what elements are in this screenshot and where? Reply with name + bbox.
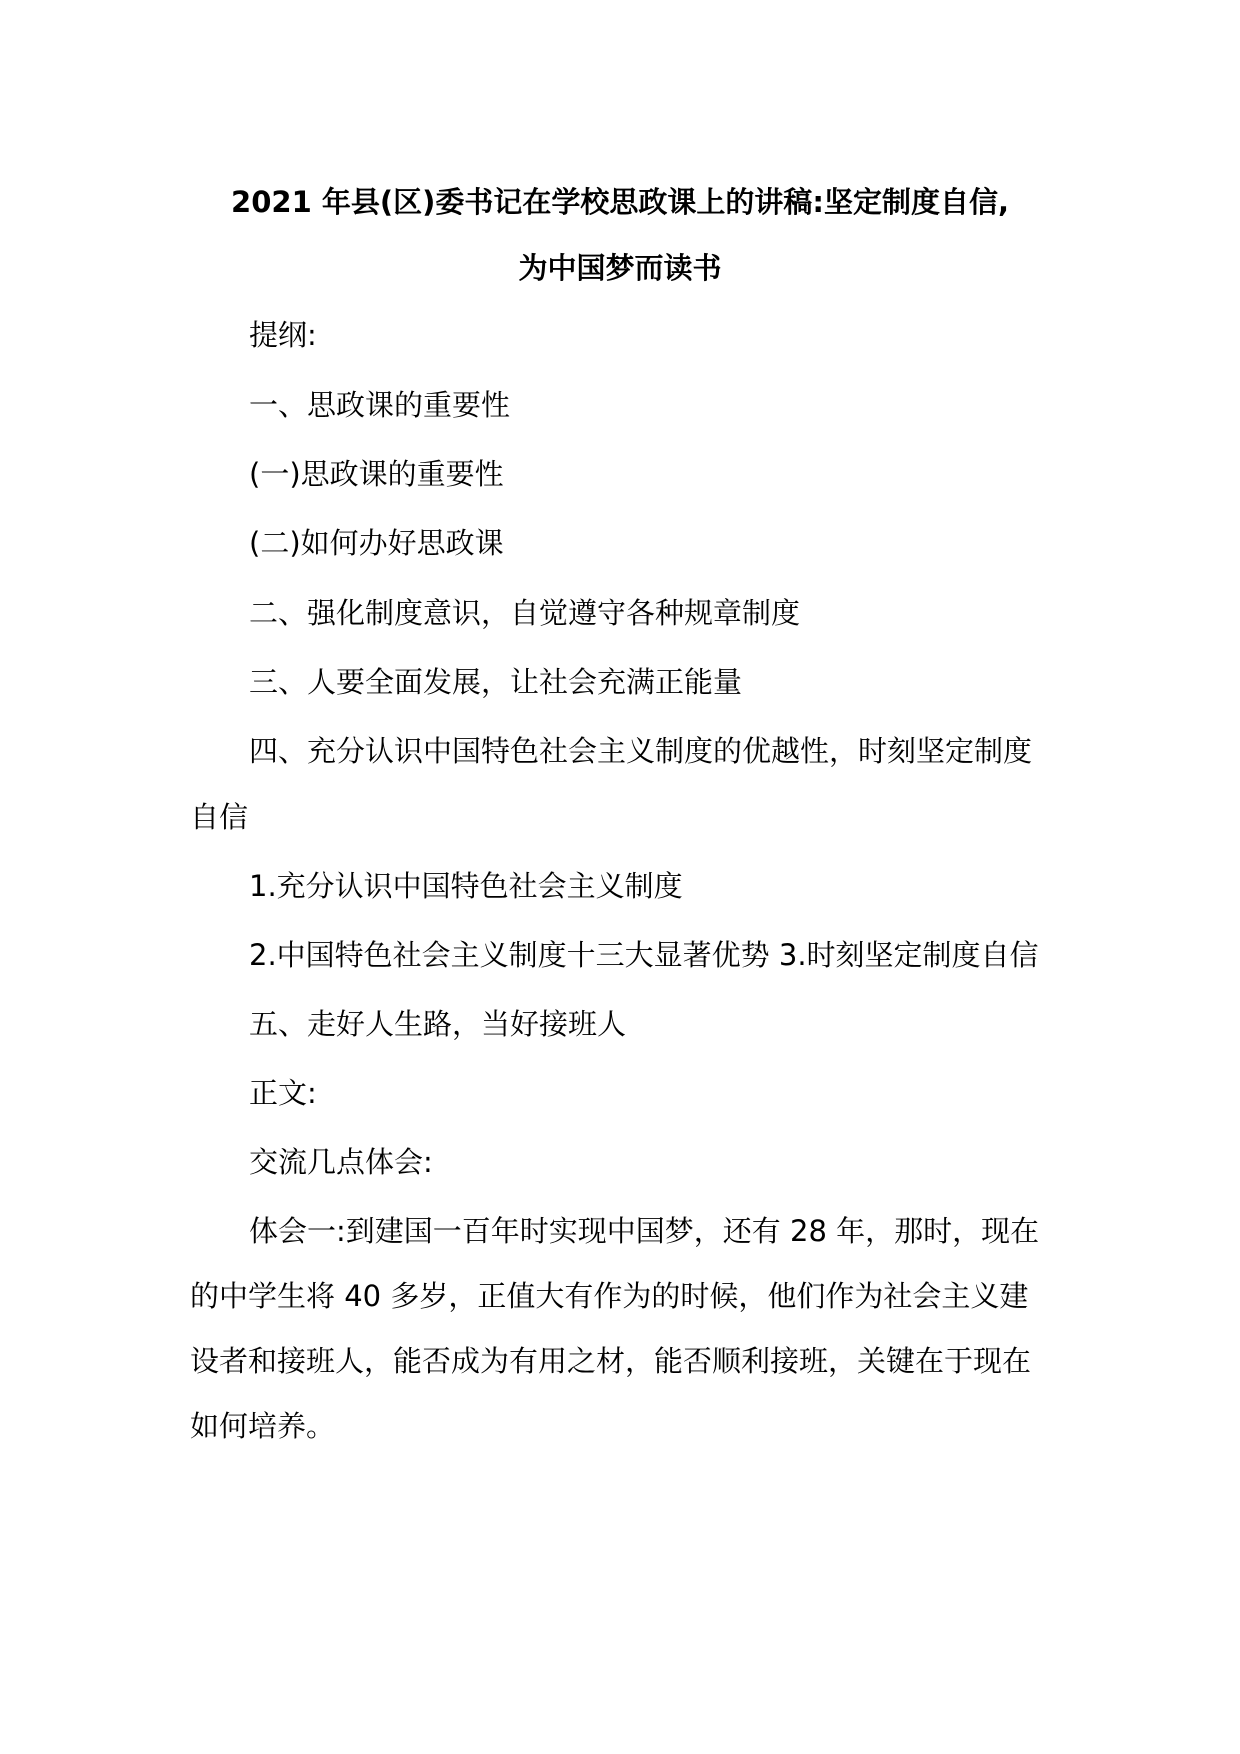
paragraph-line: 设者和接班人，能否成为有用之材，能否顺利接班，关键在于现在 (190, 1344, 1032, 1378)
document-title-line-2: 为中国梦而读书 (518, 251, 722, 285)
outline-item: 2.中国特色社会主义制度十三大显著优势 3.时刻坚定制度自信 (249, 938, 1039, 972)
outline-item: 二、强化制度意识，自觉遵守各种规章制度 (249, 596, 801, 630)
intro-line: 交流几点体会: (249, 1145, 433, 1179)
outline-label: 提纲: (249, 318, 317, 352)
body-label: 正文: (249, 1076, 317, 1110)
outline-item: 一、思政课的重要性 (249, 388, 511, 422)
outline-item: 1.充分认识中国特色社会主义制度 (249, 869, 683, 903)
outline-item: (二)如何办好思政课 (249, 526, 504, 560)
outline-item: 三、人要全面发展，让社会充满正能量 (249, 665, 743, 699)
document-title-line-1: 2021 年县(区)委书记在学校思政课上的讲稿:坚定制度自信, (231, 185, 1009, 219)
paragraph-line: 体会一:到建国一百年时实现中国梦，还有 28 年，那时，现在 (249, 1214, 1040, 1248)
paragraph-line: 如何培养。 (190, 1409, 336, 1443)
paragraph-line: 的中学生将 40 多岁，正值大有作为的时候，他们作为社会主义建 (190, 1279, 1029, 1313)
outline-item: (一)思政课的重要性 (249, 457, 504, 491)
outline-item: 四、充分认识中国特色社会主义制度的优越性，时刻坚定制度 (249, 734, 1033, 768)
outline-item-continuation: 自信 (190, 800, 249, 834)
outline-item: 五、走好人生路，当好接班人 (249, 1007, 627, 1041)
